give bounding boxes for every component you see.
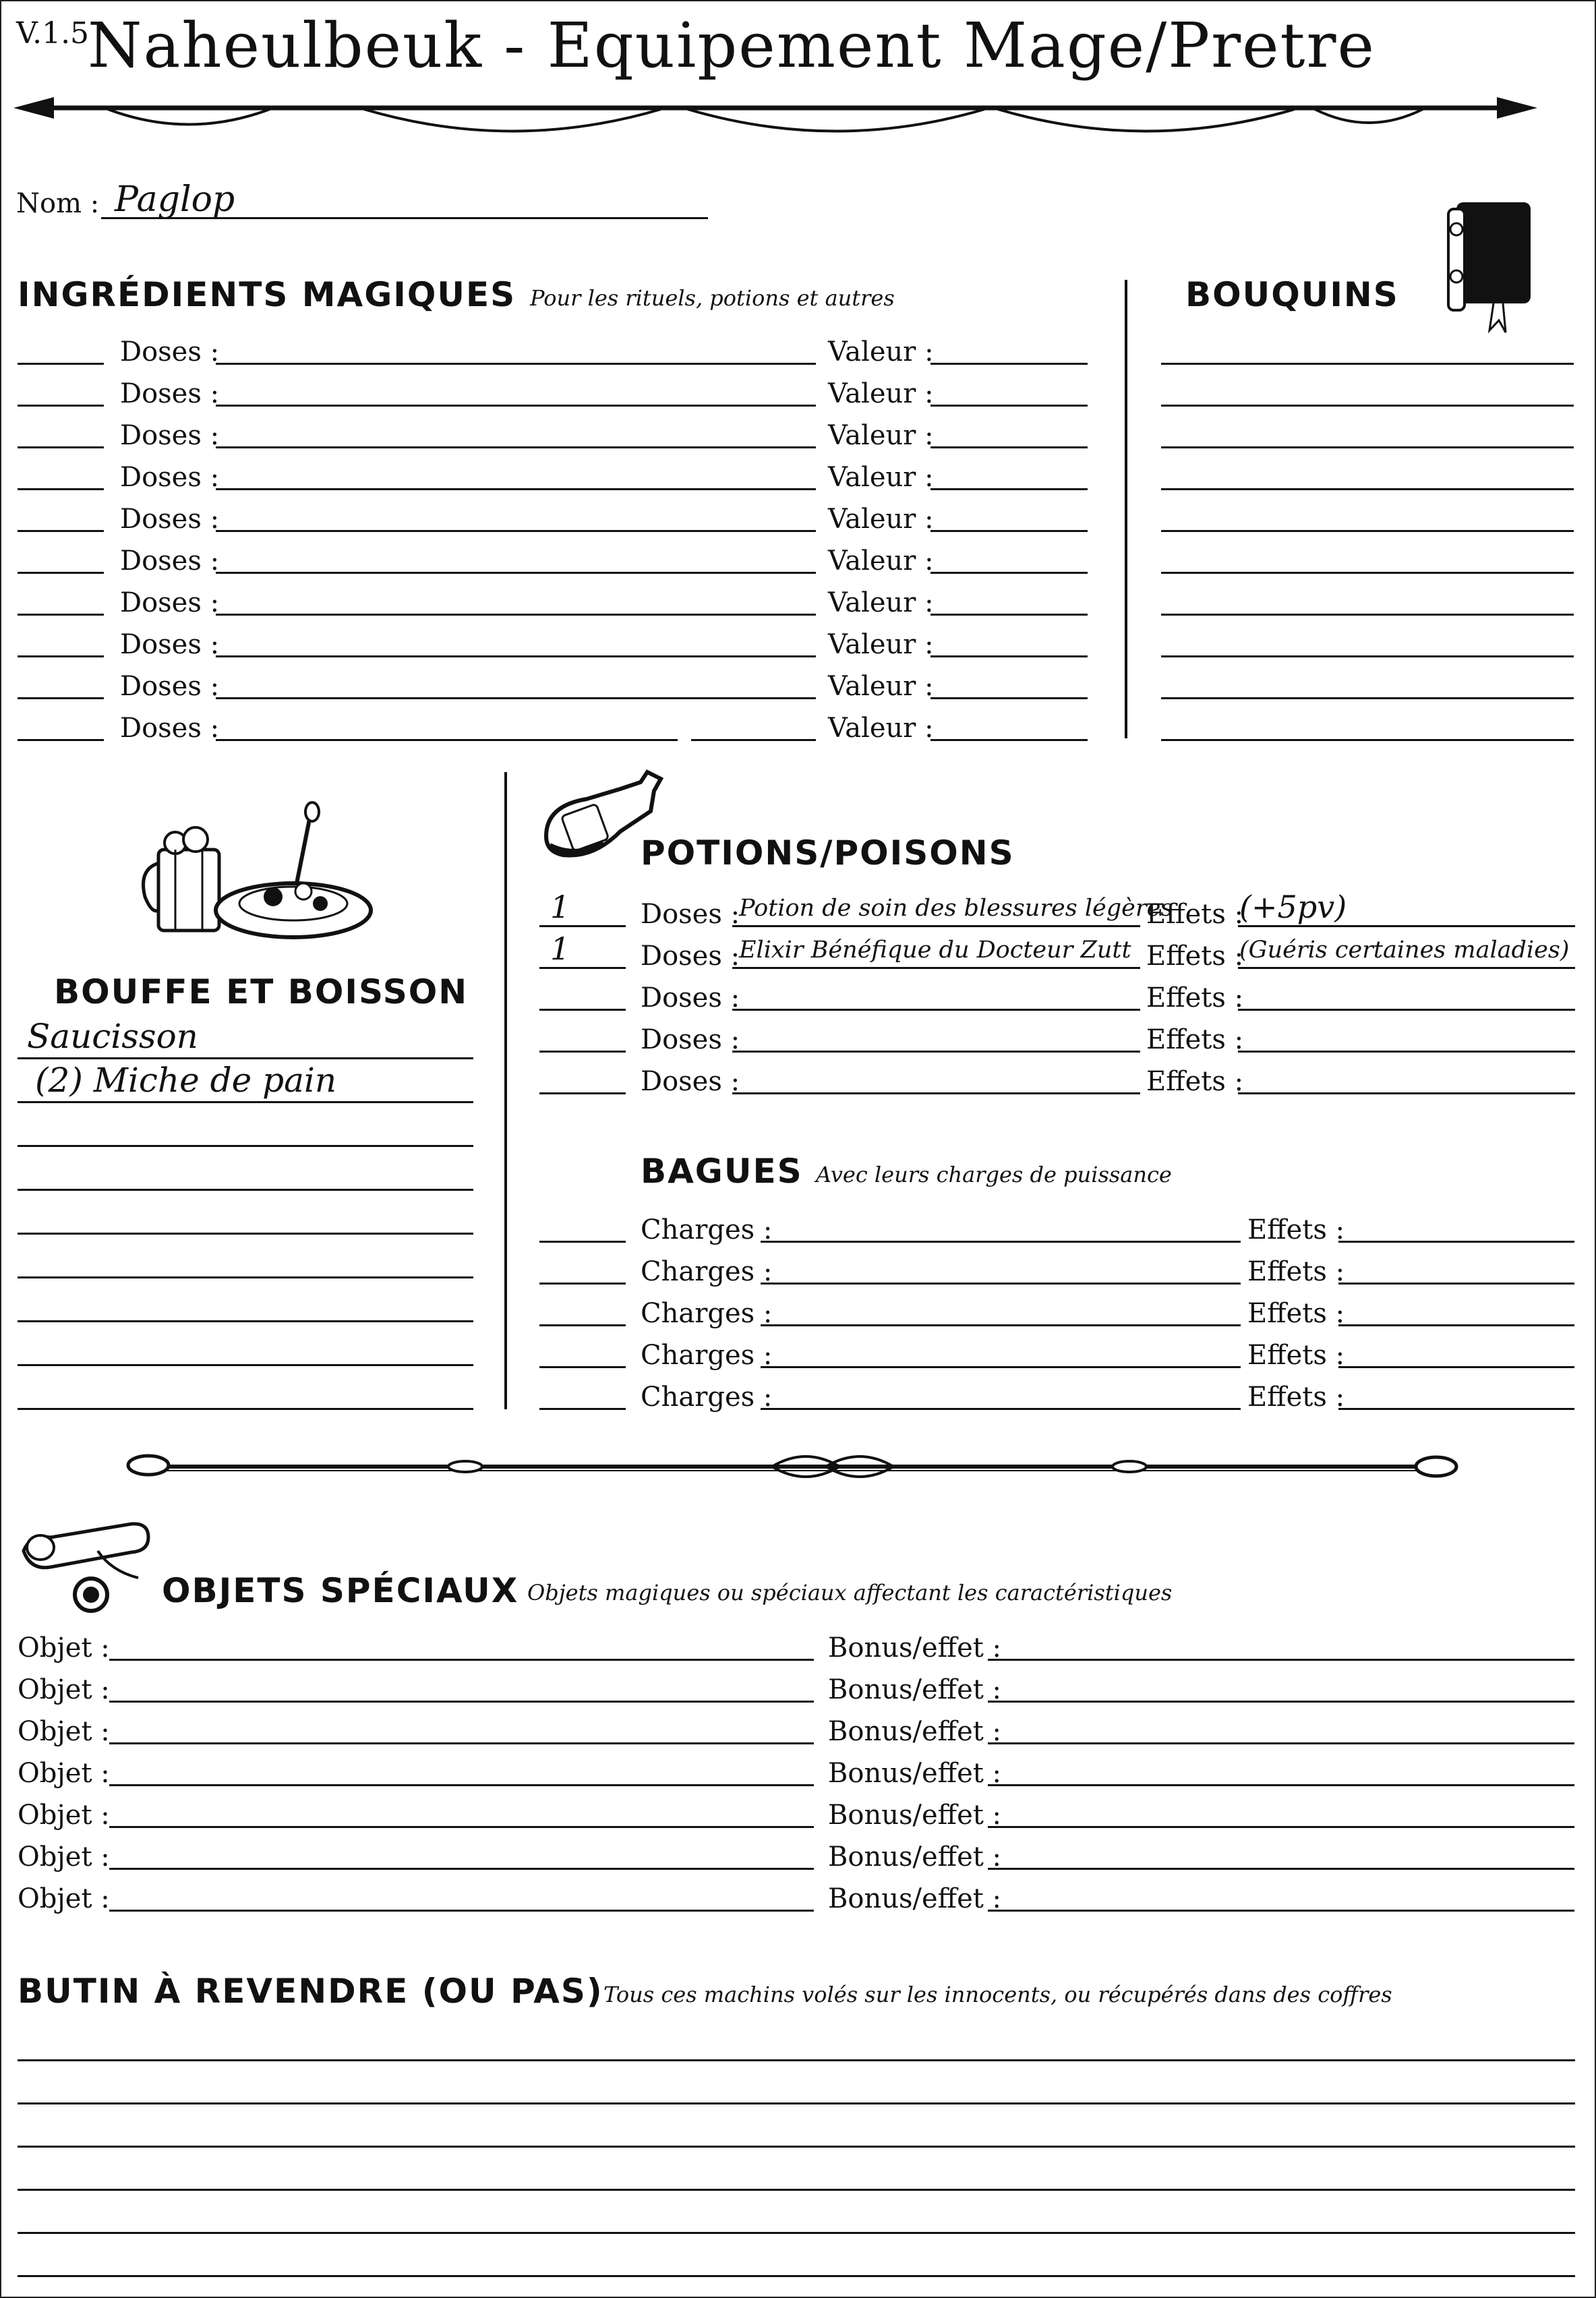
ingredient-name-line[interactable] <box>216 446 816 448</box>
butin-line[interactable] <box>18 2102 1575 2104</box>
ingredient-value-line[interactable] <box>930 530 1088 532</box>
bague-qty-line[interactable] <box>539 1324 626 1326</box>
ingredient-name-line[interactable] <box>216 655 816 657</box>
bagues-title: BAGUES <box>641 1152 803 1191</box>
potions-title: POTIONS/POISONS <box>641 833 1015 873</box>
doses-label: Doses : <box>120 546 220 577</box>
potion-effect-line[interactable] <box>1238 1051 1575 1053</box>
bouffe-item[interactable]: Saucisson <box>27 1017 198 1056</box>
ingredient-name-line[interactable] <box>216 405 816 407</box>
staff-divider-icon <box>125 1446 1460 1487</box>
valeur-label: Valeur : <box>828 713 934 744</box>
bouquins-title: BOUQUINS <box>1185 275 1399 314</box>
valeur-label: Valeur : <box>828 504 934 535</box>
doses-label: Doses : <box>120 504 220 535</box>
bague-effect-line[interactable] <box>1338 1283 1574 1285</box>
potion-effets-label: Effets : <box>1146 899 1244 930</box>
spear-divider-icon <box>13 88 1537 148</box>
charges-label: Charges : <box>641 1382 773 1413</box>
ingredient-qty-line[interactable] <box>18 739 104 741</box>
potion-name[interactable]: Potion de soin des blessures légères <box>739 895 1173 922</box>
objet-line[interactable] <box>109 1701 814 1703</box>
butin-title: BUTIN À REVENDRE (OU PAS) <box>18 1972 603 2011</box>
ingredient-name-line[interactable] <box>216 530 816 532</box>
potion-qty-line[interactable] <box>539 1009 626 1011</box>
objets-title: OBJETS SPÉCIAUX <box>162 1571 519 1610</box>
potion-qty-line[interactable] <box>539 967 626 969</box>
bonus-line[interactable] <box>988 1868 1574 1870</box>
bague-effect-line[interactable] <box>1338 1366 1574 1368</box>
name-line <box>101 217 708 219</box>
potion-name-line[interactable] <box>732 967 1140 969</box>
bonus-line[interactable] <box>988 1784 1574 1786</box>
ingredient-qty-line[interactable] <box>18 488 104 490</box>
potion-effets-label: Effets : <box>1146 1024 1244 1055</box>
bouffe-potions-divider <box>504 772 507 1409</box>
bonus-line[interactable] <box>988 1659 1574 1661</box>
ingredient-value-line[interactable] <box>930 488 1088 490</box>
ingredient-value-line[interactable] <box>930 655 1088 657</box>
potion-name-line[interactable] <box>732 1051 1140 1053</box>
potion-doses-label: Doses : <box>641 941 740 972</box>
ingredient-name-line[interactable] <box>216 614 816 616</box>
doses-label: Doses : <box>120 420 220 451</box>
bonus-line[interactable] <box>988 1826 1574 1828</box>
ingredient-qty-line[interactable] <box>18 363 104 365</box>
bouffe-line[interactable] <box>18 1057 473 1059</box>
bouffe-line[interactable] <box>18 1408 473 1410</box>
bonus-label: Bonus/effet : <box>828 1632 1002 1663</box>
objet-label: Objet : <box>18 1632 110 1663</box>
book-icon <box>1436 196 1544 337</box>
potion-effect[interactable]: (Guéris certaines maladies) <box>1239 937 1570 964</box>
name-label: Nom : <box>16 188 100 219</box>
charges-label: Charges : <box>641 1214 773 1245</box>
bague-charges-line[interactable] <box>761 1366 1241 1368</box>
butin-subtitle: Tous ces machins volés sur les innocents, ou récupérés dans des coffres <box>603 1982 1392 2007</box>
valeur-label: Valeur : <box>828 629 934 660</box>
potion-effets-label: Effets : <box>1146 1066 1244 1097</box>
ingredients-title: INGRÉDIENTS MAGIQUES <box>18 275 516 314</box>
ingredients-subtitle: Pour les rituels, potions et autres <box>530 285 895 311</box>
ingredient-value-line[interactable] <box>930 405 1088 407</box>
bonus-label: Bonus/effet : <box>828 1716 1002 1747</box>
doses-label: Doses : <box>120 629 220 660</box>
valeur-label: Valeur : <box>828 546 934 577</box>
ingredient-name-line[interactable] <box>216 572 816 574</box>
charges-label: Charges : <box>641 1340 773 1371</box>
valeur-label: Valeur : <box>828 462 934 493</box>
charges-label: Charges : <box>641 1256 773 1287</box>
objet-line[interactable] <box>109 1868 814 1870</box>
bonus-line[interactable] <box>988 1701 1574 1703</box>
ingredient-value-line[interactable] <box>930 739 1088 741</box>
ingredient-qty-line[interactable] <box>18 446 104 448</box>
valeur-label: Valeur : <box>828 336 934 367</box>
scroll-ring-icon <box>17 1510 165 1618</box>
ingredient-qty-line[interactable] <box>18 697 104 699</box>
bonus-label: Bonus/effet : <box>828 1674 1002 1705</box>
doses-label: Doses : <box>120 336 220 367</box>
bague-charges-line[interactable] <box>761 1283 1241 1285</box>
valeur-label: Valeur : <box>828 378 934 409</box>
objet-label: Objet : <box>18 1674 110 1705</box>
butin-line[interactable] <box>18 2189 1575 2191</box>
valeur-label: Valeur : <box>828 671 934 702</box>
potion-effect-line[interactable] <box>1238 1092 1575 1094</box>
butin-line[interactable] <box>18 2275 1575 2277</box>
bouffe-line[interactable] <box>18 1320 473 1322</box>
valeur-label: Valeur : <box>828 587 934 618</box>
bague-effect-line[interactable] <box>1338 1408 1574 1410</box>
bague-effets-label: Effets : <box>1247 1298 1345 1329</box>
potion-qty[interactable]: 1 <box>550 931 570 967</box>
potion-name-line[interactable] <box>732 1009 1140 1011</box>
bague-charges-line[interactable] <box>761 1324 1241 1326</box>
bonus-line[interactable] <box>988 1910 1574 1912</box>
bague-effets-label: Effets : <box>1247 1382 1345 1413</box>
potion-effect-line[interactable] <box>1238 967 1575 969</box>
objets-subtitle: Objets magiques ou spéciaux affectant les caractéristiques <box>527 1580 1173 1605</box>
potion-doses-label: Doses : <box>641 899 740 930</box>
potion-effets-label: Effets : <box>1146 982 1244 1013</box>
potion-qty[interactable]: 1 <box>550 889 570 925</box>
bague-qty-line[interactable] <box>539 1408 626 1410</box>
potion-doses-label: Doses : <box>641 982 740 1013</box>
valeur-label: Valeur : <box>828 420 934 451</box>
potion-name[interactable]: Elixir Bénéfique du Docteur Zutt <box>739 937 1131 964</box>
bague-charges-line[interactable] <box>761 1408 1241 1410</box>
ingredient-value-line[interactable] <box>930 446 1088 448</box>
ingredient-value-line[interactable] <box>930 614 1088 616</box>
objet-line[interactable] <box>109 1784 814 1786</box>
food-mug-icon <box>138 802 374 944</box>
potion-effets-label: Effets : <box>1146 941 1244 972</box>
bouquin-line[interactable] <box>1161 739 1574 741</box>
objet-label: Objet : <box>18 1716 110 1747</box>
bague-qty-line[interactable] <box>539 1366 626 1368</box>
name-value[interactable]: Paglop <box>115 179 235 220</box>
bouquin-line[interactable] <box>1161 655 1574 657</box>
potion-doses-label: Doses : <box>641 1024 740 1055</box>
butin-line[interactable] <box>18 2146 1575 2148</box>
doses-label: Doses : <box>120 713 220 744</box>
bague-charges-line[interactable] <box>761 1241 1241 1243</box>
bonus-label: Bonus/effet : <box>828 1758 1002 1789</box>
doses-label: Doses : <box>120 378 220 409</box>
bague-effect-line[interactable] <box>1338 1324 1574 1326</box>
bouquin-line[interactable] <box>1161 488 1574 490</box>
bague-effets-label: Effets : <box>1247 1340 1345 1371</box>
butin-line[interactable] <box>18 2232 1575 2234</box>
bouquin-line[interactable] <box>1161 363 1574 365</box>
version-label: V.1.5 <box>16 16 90 51</box>
butin-line[interactable] <box>18 2059 1575 2061</box>
bouffe-line[interactable] <box>18 1364 473 1366</box>
objet-line[interactable] <box>109 1826 814 1828</box>
bague-effect-line[interactable] <box>1338 1241 1574 1243</box>
bouquin-line[interactable] <box>1161 572 1574 574</box>
bouffe-line[interactable] <box>18 1233 473 1235</box>
ingredient-name-line[interactable] <box>216 488 816 490</box>
bouffe-item[interactable]: (2) Miche de pain <box>35 1061 337 1100</box>
doses-label: Doses : <box>120 462 220 493</box>
potion-qty-line[interactable] <box>539 1092 626 1094</box>
bouffe-line[interactable] <box>18 1145 473 1147</box>
ingredient-name-line[interactable] <box>216 363 816 365</box>
bonus-label: Bonus/effet : <box>828 1842 1002 1873</box>
bouffe-line[interactable] <box>18 1101 473 1103</box>
ingredient-name-line[interactable] <box>216 739 678 741</box>
potion-name-line[interactable] <box>732 925 1140 927</box>
bouffe-title: BOUFFE ET BOISSON <box>54 972 469 1011</box>
bonus-label: Bonus/effet : <box>828 1800 1002 1831</box>
bagues-subtitle: Avec leurs charges de puissance <box>816 1162 1172 1187</box>
objet-label: Objet : <box>18 1842 110 1873</box>
objet-line[interactable] <box>109 1659 814 1661</box>
page-title: Naheulbeuk - Equipement Mage/Pretre <box>88 9 1376 82</box>
ingredient-value-line[interactable] <box>930 363 1088 365</box>
ingredient-qty-line[interactable] <box>18 530 104 532</box>
ingredient-qty-line[interactable] <box>18 572 104 574</box>
potion-doses-label: Doses : <box>641 1066 740 1097</box>
objet-line[interactable] <box>109 1742 814 1744</box>
bouffe-line[interactable] <box>18 1189 473 1191</box>
potion-name-line[interactable] <box>732 1092 1140 1094</box>
objet-label: Objet : <box>18 1758 110 1789</box>
potion-effect-line[interactable] <box>1238 925 1575 927</box>
bouquin-line[interactable] <box>1161 530 1574 532</box>
bouffe-line[interactable] <box>18 1276 473 1278</box>
ingredient-qty-line[interactable] <box>18 405 104 407</box>
ingredient-name-line[interactable] <box>216 697 816 699</box>
bouquin-line[interactable] <box>1161 697 1574 699</box>
ingredient-qty-line[interactable] <box>18 655 104 657</box>
potion-qty-line[interactable] <box>539 1051 626 1053</box>
bouquin-line[interactable] <box>1161 446 1574 448</box>
ingredients-bouquins-divider <box>1125 280 1127 738</box>
ingredient-value-line[interactable] <box>930 697 1088 699</box>
potion-effect[interactable]: (+5pv) <box>1239 889 1347 925</box>
objet-line[interactable] <box>109 1910 814 1912</box>
doses-label: Doses : <box>120 671 220 702</box>
bonus-label: Bonus/effet : <box>828 1883 1002 1914</box>
potion-qty-line[interactable] <box>539 925 626 927</box>
ingredient-qty-line[interactable] <box>18 614 104 616</box>
bague-effets-label: Effets : <box>1247 1256 1345 1287</box>
ingredient-value-line[interactable] <box>930 572 1088 574</box>
doses-label: Doses : <box>120 587 220 618</box>
bague-qty-line[interactable] <box>539 1283 626 1285</box>
objet-label: Objet : <box>18 1800 110 1831</box>
bague-effets-label: Effets : <box>1247 1214 1345 1245</box>
ingredient-name-line-extra[interactable] <box>691 739 816 741</box>
potion-effect-line[interactable] <box>1238 1009 1575 1011</box>
bouquin-line[interactable] <box>1161 614 1574 616</box>
bouquin-line[interactable] <box>1161 405 1574 407</box>
bonus-line[interactable] <box>988 1742 1574 1744</box>
bague-qty-line[interactable] <box>539 1241 626 1243</box>
charges-label: Charges : <box>641 1298 773 1329</box>
objet-label: Objet : <box>18 1883 110 1914</box>
